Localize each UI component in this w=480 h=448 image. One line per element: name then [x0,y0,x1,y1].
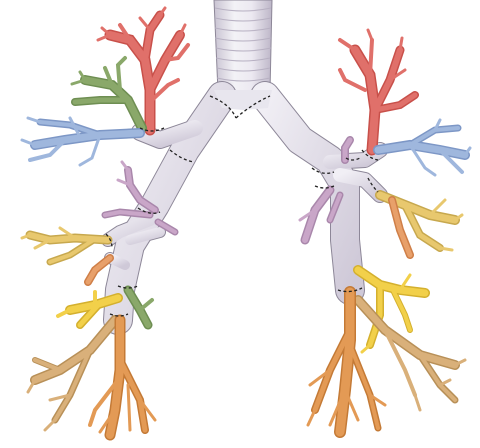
trachea [214,0,272,92]
right-anterior-segment [22,118,140,165]
left-apicoposterior-segment [340,30,415,150]
right-lateral-segment [22,228,110,282]
right-lateral-basal-segment [28,320,115,430]
left-lateral-basal-segment [358,300,465,410]
right-posterior-segment [72,58,142,128]
left-anterior-segment [378,120,470,175]
right-apical-segment [98,8,188,130]
left-lingula-segment [380,195,462,255]
